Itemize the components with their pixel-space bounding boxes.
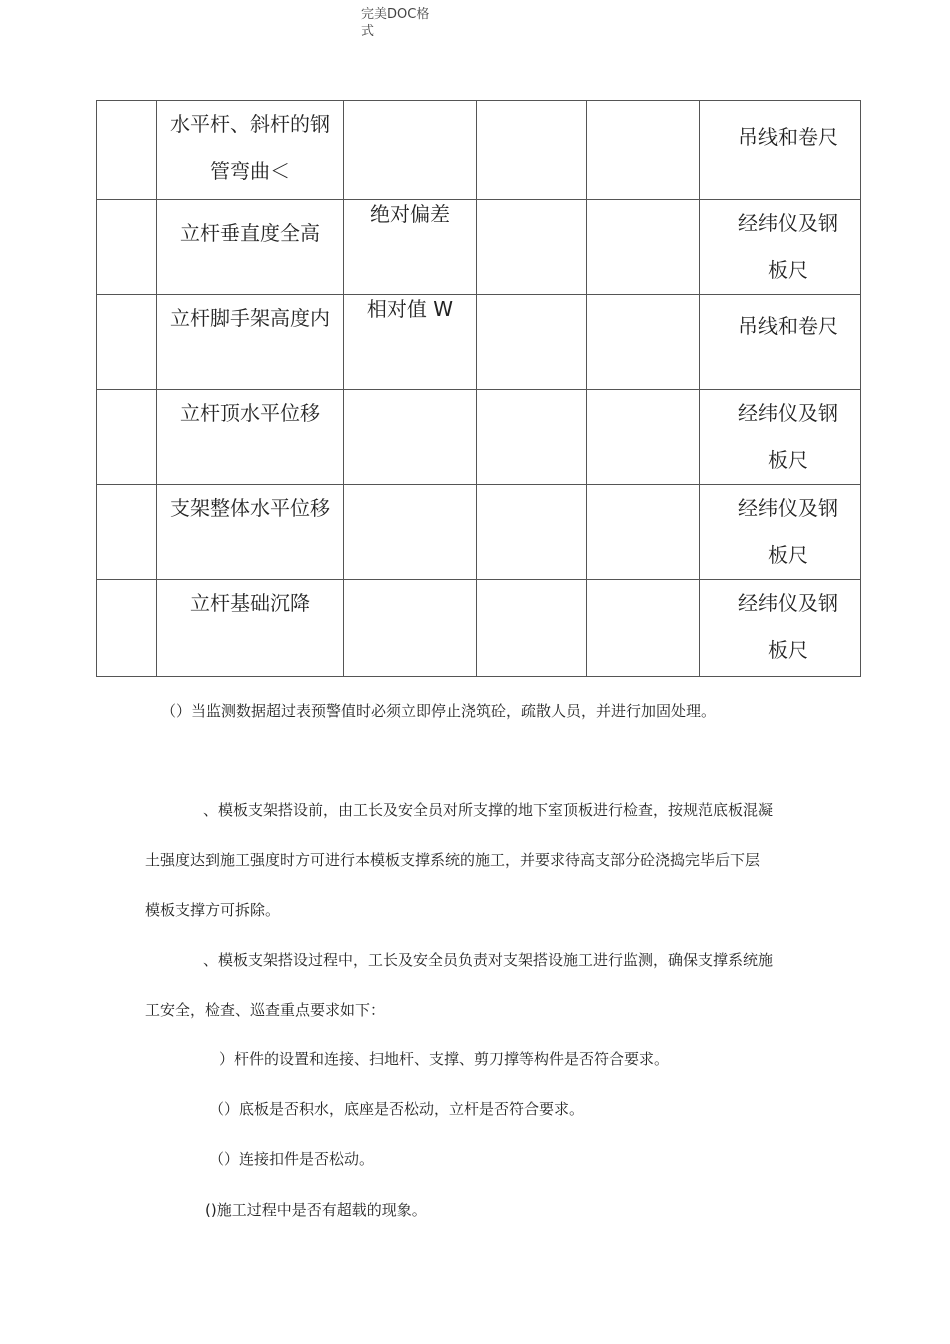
value-cell: [587, 200, 700, 295]
table-row: [97, 101, 861, 200]
row-blank-cell: [97, 485, 157, 580]
value-cell: [587, 295, 700, 390]
method-cell: 经纬仪及钢板尺: [700, 580, 861, 677]
row-blank-cell: [97, 390, 157, 485]
item-cell: 立杆脚手架高度内: [157, 295, 344, 390]
page-header: [361, 6, 451, 40]
header-line-2: 式: [361, 24, 375, 39]
table-row: [97, 295, 861, 390]
value-cell: [587, 390, 700, 485]
paragraph-2-line-1: 、模板支架搭设过程中，工长及安全员负责对支架搭设施工进行监测，确保支撑系统施: [203, 951, 774, 969]
deviation-cell: 绝对偏差: [344, 200, 477, 295]
value-cell: [587, 580, 700, 677]
paragraph-1-line-3: 模板支撑方可拆除。: [145, 901, 281, 919]
check-item-2: （）底板是否积水，底座是否松动，立杆是否符合要求。: [209, 1100, 585, 1118]
value-cell: [587, 101, 700, 200]
method-cell: 经纬仪及钢板尺: [700, 390, 861, 485]
value-cell: [477, 101, 587, 200]
method-cell: 吊线和卷尺: [700, 101, 861, 200]
check-item-1: ）杆件的设置和连接、扫地杆、支撑、剪刀撑等构件是否符合要求。: [219, 1050, 670, 1068]
deviation-cell: [344, 101, 477, 200]
method-cell: 吊线和卷尺: [700, 295, 861, 390]
table-row: [97, 390, 861, 485]
deviation-cell: [344, 390, 477, 485]
value-cell: [477, 485, 587, 580]
check-item-4: ()施工过程中是否有超载的现象。: [205, 1201, 427, 1219]
method-cell: 经纬仪及钢板尺: [700, 485, 861, 580]
check-item-3: （）连接扣件是否松动。: [209, 1150, 375, 1168]
value-cell: [477, 390, 587, 485]
paragraph-2-line-2: 工安全，检查、巡查重点要求如下：: [145, 1001, 386, 1019]
deviation-cell: 相对值 W: [344, 295, 477, 390]
value-cell: [477, 580, 587, 677]
item-cell: 立杆顶水平位移: [157, 390, 344, 485]
row-blank-cell: [97, 295, 157, 390]
row-blank-cell: [97, 200, 157, 295]
value-cell: [477, 200, 587, 295]
item-cell: 支架整体水平位移: [157, 485, 344, 580]
table-row: [97, 580, 861, 677]
item-cell: 立杆基础沉降: [157, 580, 344, 677]
paragraph-1-line-2: 土强度达到施工强度时方可进行本模板支撑系统的施工，并要求待高支部分砼浇捣完毕后下层: [145, 851, 761, 869]
value-cell: [477, 295, 587, 390]
row-blank-cell: [97, 580, 157, 677]
method-cell: 经纬仪及钢板尺: [700, 200, 861, 295]
table-row: [97, 485, 861, 580]
item-cell: 立杆垂直度全高: [157, 200, 344, 295]
item-cell: 水平杆、斜杆的钢管弯曲＜: [157, 101, 344, 200]
paragraph-1-line-1: 、模板支架搭设前，由工长及安全员对所支撑的地下室顶板进行检查，按规范底板混凝: [203, 801, 774, 819]
row-blank-cell: [97, 101, 157, 200]
deviation-cell: [344, 485, 477, 580]
warning-note: （）当监测数据超过表预警值时必须立即停止浇筑砼，疏散人员，并进行加固处理。: [161, 702, 717, 720]
table-row: [97, 200, 861, 295]
monitoring-table: [96, 100, 861, 677]
deviation-cell: [344, 580, 477, 677]
header-line-1: 完美DOC格: [361, 7, 430, 22]
value-cell: [587, 485, 700, 580]
